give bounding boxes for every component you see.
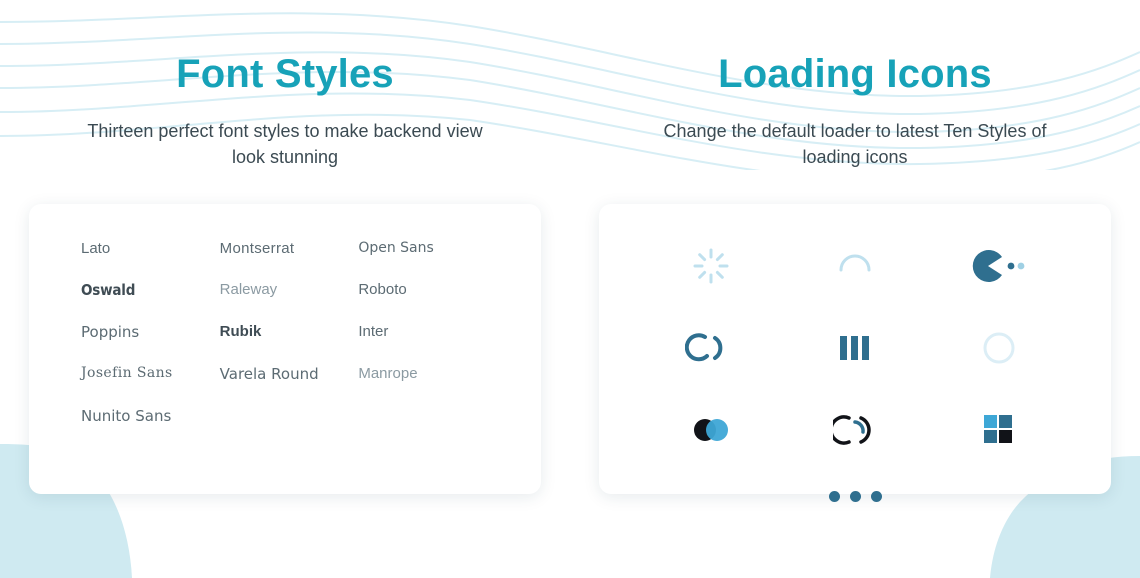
spinner-rays-icon <box>691 246 731 286</box>
loader-cell-4[interactable] <box>651 312 771 384</box>
pacman-dots-icon <box>971 249 1027 283</box>
font-list <box>81 240 489 425</box>
font-styles-column <box>0 52 570 494</box>
font-item-open-sans[interactable]: Open Sans <box>358 240 434 257</box>
font-styles-card <box>29 204 541 494</box>
loader-cell-9[interactable] <box>939 394 1059 466</box>
three-dots-icon <box>850 491 861 502</box>
loader-list <box>639 230 1071 466</box>
font-item-manrope[interactable]: Manrope <box>358 365 418 383</box>
font-item-nunito-sans[interactable]: Nunito Sans <box>81 407 172 426</box>
font-item-roboto[interactable]: Roboto <box>358 281 407 299</box>
arc-spinner-icon <box>833 244 877 288</box>
loading-icons-column <box>570 52 1140 494</box>
squares-grid-icon <box>979 410 1019 450</box>
two-circles-icon <box>687 413 735 447</box>
font-item-raleway[interactable]: Raleway <box>219 281 278 299</box>
font-item-oswald[interactable]: Oswald <box>81 281 136 300</box>
ring-outline-icon <box>979 328 1019 368</box>
three-dots-icon <box>871 491 882 502</box>
bracket-circle-icon <box>833 410 877 450</box>
dual-arc-icon <box>685 330 737 366</box>
font-item-poppins[interactable]: Poppins <box>81 323 140 342</box>
loader-cell-1[interactable] <box>651 230 771 302</box>
font-item-josefin-sans[interactable]: Josefin Sans <box>81 365 173 382</box>
loader-cell-10[interactable] <box>639 466 1071 526</box>
font-item-varela-round[interactable]: Varela Round <box>219 365 319 384</box>
loading-icons-card <box>599 204 1111 494</box>
page-title: Font Styles <box>176 52 394 96</box>
loader-cell-8[interactable] <box>795 394 915 466</box>
loader-cell-7[interactable] <box>651 394 771 466</box>
font-styles-subtitle: Thirteen perfect font styles to make backend view look stunning <box>87 121 483 168</box>
font-item-inter[interactable]: Inter <box>358 323 389 341</box>
three-dots-icon <box>829 491 840 502</box>
loader-cell-5[interactable] <box>795 312 915 384</box>
loader-cell-6[interactable] <box>939 312 1059 384</box>
loader-cell-3[interactable] <box>939 230 1059 302</box>
loader-cell-2[interactable] <box>795 230 915 302</box>
font-item-lato[interactable]: Lato <box>81 240 111 258</box>
font-item-montserrat[interactable]: Montserrat <box>219 240 295 258</box>
font-item-rubik[interactable]: Rubik <box>219 323 262 341</box>
loading-icons-subtitle: Change the default loader to latest Ten Styles of loading icons <box>663 121 1047 168</box>
three-bars-icon <box>835 331 875 365</box>
loading-icons-title: Loading Icons <box>718 52 992 96</box>
